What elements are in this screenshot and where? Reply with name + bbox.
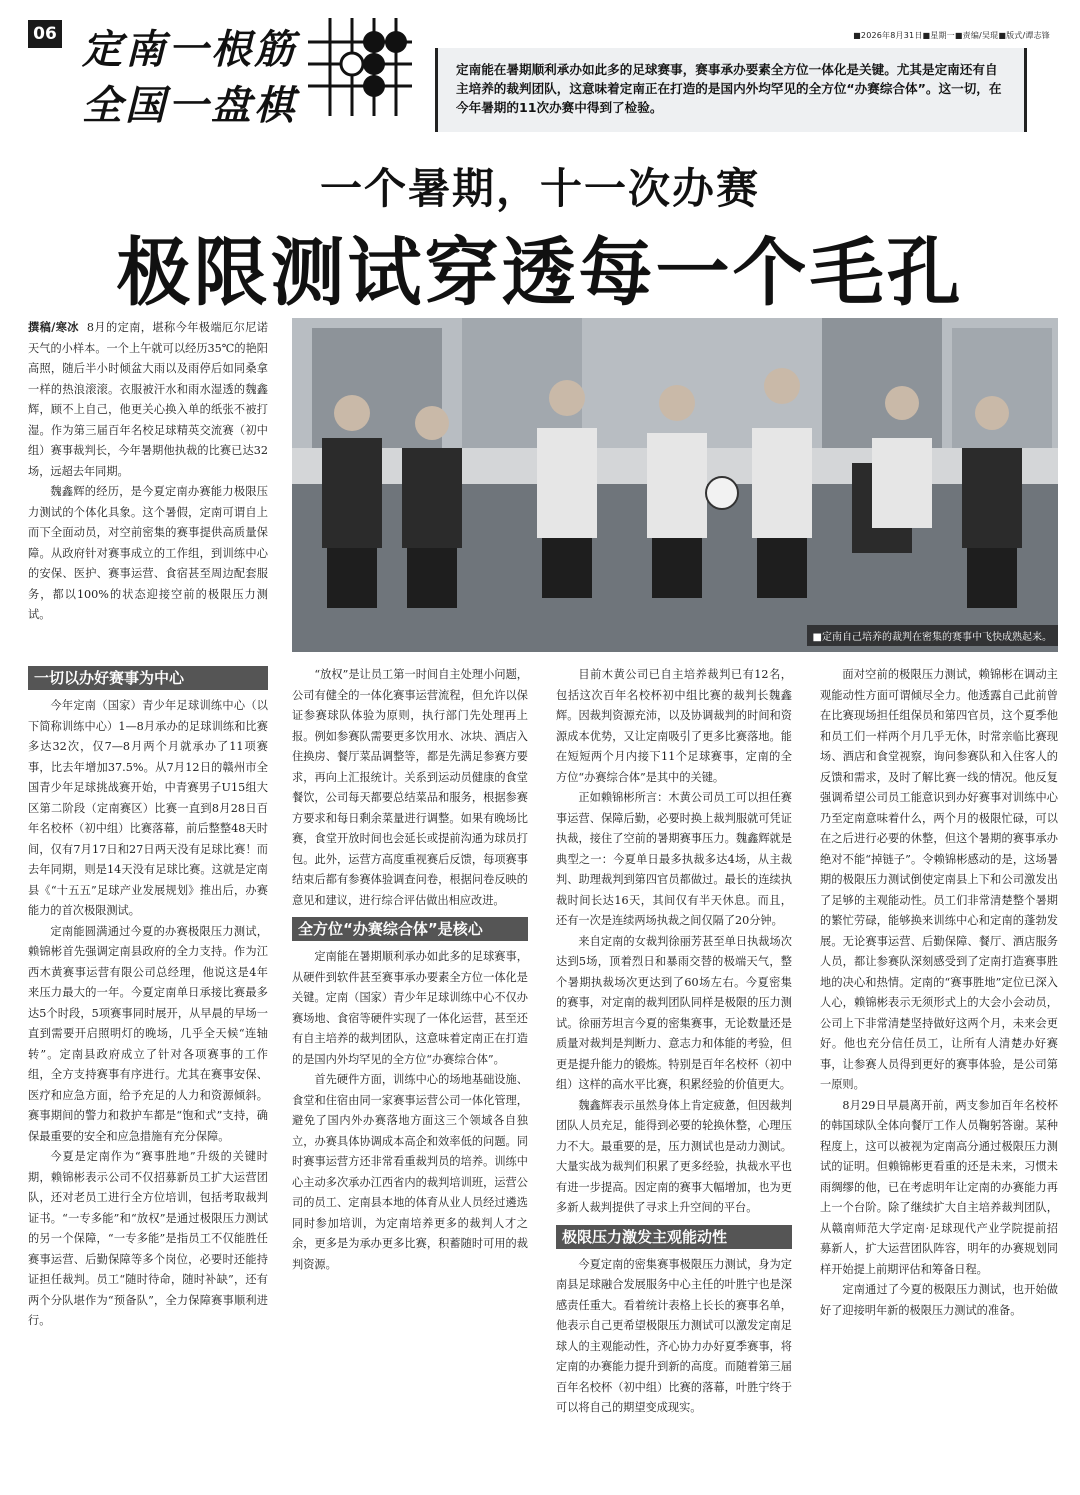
photo-illustration <box>292 318 1058 652</box>
intro-paragraph-2: 魏鑫辉的经历，是今夏定南办赛能力极限压力测试的个体化具象。这个暑假，定南可谓自上而下全面动员，对空前密集的赛事提供高质量保障。从政府针对赛事成立的工作组，到训练中心的安保、医护、赛事运营、食宿甚至周边配套服务，都以100%的状态迎接空前的极限压力测试。 <box>28 485 268 621</box>
go-board-icon <box>300 12 420 122</box>
section-2-paragraph: 来自定南的女裁判徐丽芳甚至单日执裁场次达到5场，顶着烈日和暴雨交替的极端天气，整个暑期执裁场次更达到了60场左右。今夏密集的赛事，对定南的裁判团队同样是极限的压力测试。徐丽芳坦言今夏的密集赛事，无论数量还是质量对裁判是判断力、意志力和体能的考验，但更是提升能力的锻炼。特别是百年名校杯（初中组）这样的高水平比赛，积累经验的价值更大。 <box>556 934 792 1091</box>
section-1-paragraph: 定南能圆满通过今夏的办赛极限压力测试，赖锦彬首先强调定南县政府的全力支持。作为江西木黄赛事运营有限公司总经理，他说这是4年来压力最大的一年。今夏定南单日承接比赛最多达5个时段，5项赛事同时展开，从早晨的早场一直到需要开启照明灯的晚场，几乎全天候“连轴转”。定南县政府成立了针对各项赛事的工作组，全方支持赛事有序进行。尤其在赛事安保、医疗和应急方面，给予充足的人力和资源倾斜。赛事期间的警力和救护车都是“饱和式”支持，确保最重要的安全和应急措施有充分保障。 <box>28 924 268 1143</box>
intro-text-1: 8月的定南，堪称今年极端厄尔尼诺天气的小样本。一个上午就可以经历35℃的艳阳高照，随后半小时倾盆大雨以及雨停后如同桑拿一样的热浪滚滚。衣服被汗水和雨水湿透的魏鑫辉，顾不上自己，他更关心换入单的纸张不被打湿。作为第三届百年名校足球精英交流赛（初中组）赛事裁判长，今年暑期他执裁的比赛已达32场，远超去年同期。 <box>28 321 268 478</box>
section-1-paragraph: 今夏是定南作为“赛事胜地”升级的关键时期，赖锦彬表示公司不仅招募新员工扩大运营团队，还对老员工进行全方位培训，包括考取裁判证书。“一专多能”和“放权”是通过极限压力测试的另一个保障，“一专多能”是指员工不仅能胜任赛事运营、后勤保障等多个岗位，必要时还能持证担任裁判。员工“随时待命，随时补缺”，还有两个分队堪作为“预备队”，全力保障赛事顺利进行。 <box>28 1150 268 1327</box>
column-1 <box>28 660 268 1470</box>
headline-kicker: 一个暑期，十一次办赛 <box>319 164 760 213</box>
section-3-heading: 极限压力激发主观能动性 <box>556 1225 792 1249</box>
deck-text: 定南能在暑期顺利承办如此多的足球赛事，赛事承办要素全方位一体化是关键。尤其是定南还有自主培养的裁判团队，这意味着定南正在打造的是国内外均罕见的全方位“办赛综合体”。这一切，在今年暑期的11次办赛中得到了检验。 <box>456 62 1002 115</box>
section-3-paragraph: 8月29日早晨离开前，两支参加百年名校杯的韩国球队全体向餐厅工作人员鞠躬答谢。某种程度上，这可以被视为定南高分通过极限压力测试的证明。但赖锦彬更看重的还是未来，习惯未雨绸缪的他，已在考虑明年让定南的办赛能力再上一个台阶。除了继续扩大自主培养裁判团队，从赣南师范大学定南·足球现代产业学院提前招募新人，扩大运营团队阵容，明年的办赛规划同样开始提上前期评估和筹备日程。 <box>820 1098 1058 1276</box>
column-3 <box>556 665 792 1475</box>
column-2 <box>292 665 528 1475</box>
headline-main: 极限测试穿透每一个毛孔 <box>116 230 964 316</box>
photo-caption: ■定南自己培养的裁判在密集的赛事中飞快成熟起来。 <box>807 625 1058 646</box>
article-photo <box>292 318 1058 652</box>
intro-paragraph-1 <box>28 318 268 482</box>
dateline: ■2026年8月31日■星期一■责编/吴琨■版式/谭志锋 <box>853 31 1050 40</box>
column-4 <box>820 665 1058 1475</box>
section-3-paragraph: 定南通过了今夏的极限压力测试，也开始做好了迎接明年新的极限压力测试的准备。 <box>820 1283 1058 1317</box>
masthead-line-2: 全国一盘棋 <box>82 82 297 129</box>
section-2-paragraph: 正如赖锦彬所言：木黄公司员工可以担任赛事运营、保障后勤，必要时换上裁判服就可凭证执裁，接住了空前的暑期赛事压力。魏鑫辉就是典型之一：今夏单日最多执裁多达4场，从主裁判、助理裁判到第四官员都做过。最长的连续执裁时间长达16天，其间仅有半天休息。而且，还有一次是连续两场执裁之间仅隔了20分钟。 <box>556 791 792 927</box>
column-1-intro <box>28 318 268 654</box>
section-2-paragraph: 目前木黄公司已自主培养裁判已有12名，包括这次百年名校杯初中组比赛的裁判长魏鑫辉。因裁判资源充沛，以及协调裁判的时间和资源成本优势，又让定南吸引了更多比赛落地。能在短短两个月内接下11个足球赛事，定南的全方位“办赛综合体”是其中的关键。 <box>556 668 792 784</box>
section-2-paragraph: 首先硬件方面，训练中心的场地基础设施、食堂和住宿由同一家赛事运营公司一体化管理，避免了国内外办赛落地方面这三个领域各自独立，办赛具体协调成本高企和效率低的问题。同时赛事运营方还非常看重裁判员的培养。训练中心主动多次承办江西省内的裁判培训班，运营公司的员工、定南县本地的体育从业人员经过遴选同时参加培训，为定南培养更多的裁判人才之余，更多是为承办更多比赛，积蓄随时可用的裁判资源。 <box>292 1073 528 1271</box>
page-number: 06 <box>28 20 62 48</box>
deck-box <box>435 48 1027 132</box>
section-3-paragraph: 今夏定南的密集赛事极限压力测试，身为定南县足球融合发展服务中心主任的叶胜宁也是深感责任重大。看着统计表格上长长的赛事名单，他表示自己更希望极限压力测试可以激发定南足球人的主观能动性，齐心协力办好夏季赛事，将定南的办赛能力提升到新的高度。而随着第三届百年名校杯（初中组）比赛的落幕，叶胜宁终于可以将自己的期望变成现实。 <box>556 1257 792 1414</box>
section-2-paragraph: 魏鑫辉表示虽然身体上肯定疲惫，但因裁判团队人员充足，能得到必要的轮换休整，心理压力不大。最重要的是，压力测试也是动力测试。大量实战为裁判们积累了更多经验，执裁水平也有进一步提高。因定南的赛事大幅增加，也为更多新人裁判提供了寻求上升空间的平台。 <box>556 1098 792 1214</box>
byline: 撰稿/寒冰 <box>28 321 79 334</box>
section-2-heading: 全方位“办赛综合体”是核心 <box>292 917 528 941</box>
section-1-paragraph: “放权”是让员工第一时间自主处理小问题，公司有健全的一体化赛事运营流程，但允许以保证参赛球队体验为原则，执行部门先处理再上报。例如参赛队需要更多饮用水、冰块、酒店入住换房、餐厅菜品调整等，都是先满足参赛方要求，再向上汇报统计。关系到运动员健康的食堂餐饮，公司每天都要总结菜品和服务，根据参赛方要求和每日剩余菜量进行调整。如果有晚场比赛，食堂开放时间也会延长或提前沟通为球员打包。此外，运营方高度重视赛后反馈，每项赛事结束后都有参赛体验调查问卷，根据问卷反映的意见和建议，进行综合评估做出相应改进。 <box>292 668 528 907</box>
section-3-paragraph: 面对空前的极限压力测试，赖锦彬在调动主观能动性方面可谓倾尽全力。他透露自己此前曾在比赛现场担任组保员和第四官员，这个夏季他和员工们一样两个月几乎无休，时常亲临比赛现场、酒店和食堂视察，询问参赛队和入住客人的反馈和需求，及时了解比赛一线的情况。他反复强调希望公司员工能意识到办好赛事对训练中心乃至定南意味着什么，两个月的极限忙碌，可以在之后进行必要的休整，但这个暑期的赛事承办绝对不能“掉链子”。令赖锦彬感动的是，这场暑期的极限压力测试倒使定南县上下和公司激发出了足够的主观能动性。员工们非常清楚整个暑期的繁忙劳碌，能够换来训练中心和定南的蓬勃发展。无论赛事运营、后勤保障、餐厅、酒店服务人员，都让参赛队深刻感受到了定南打造赛事胜地的决心和热情。定南的“赛事胜地”定位已深入人心，赖锦彬表示无须形式上的大会小会动员，公司上下非常清楚坚持做好这两个月，未来会更好。他也充分信任员工，让所有人清楚办好赛事，让参赛人员得到更好的赛事体验，是公司第一原则。 <box>820 668 1058 1091</box>
masthead-line-1: 定南一根筋 <box>82 26 297 73</box>
section-1-heading: 一切以办好赛事为中心 <box>28 666 268 690</box>
section-2-paragraph: 定南能在暑期顺利承办如此多的足球赛事，从硬件到软件甚至赛事承办要素全方位一体化是关键。定南（国家）青少年足球训练中心不仅办赛场地、食宿等硬件实现了一体化运营，甚至还有自主培养的裁判团队，这意味着定南正在打造的是国内外均罕见的全方位“办赛综合体”。 <box>292 950 528 1066</box>
section-1-paragraph: 今年定南（国家）青少年足球训练中心（以下简称训练中心）1—8月承办的足球训练和比赛多达32次，仅7—8月两个月就承办了11项赛事，比去年增加37.5%。从7月12日的赣州市全国青少年足球挑战赛开始，中青赛男子U15组大区第二阶段（定南赛区）比赛一直到8月28日百年名校杯（初中组）比赛落幕，前后整整48天时间，仅有7月17日和27日两天没有足球比赛！而去年同期，则是14天没有足球比赛。这就是定南县《“十五五”足球产业发展规划》推出后，办赛能力的首次极限测试。 <box>28 699 268 917</box>
